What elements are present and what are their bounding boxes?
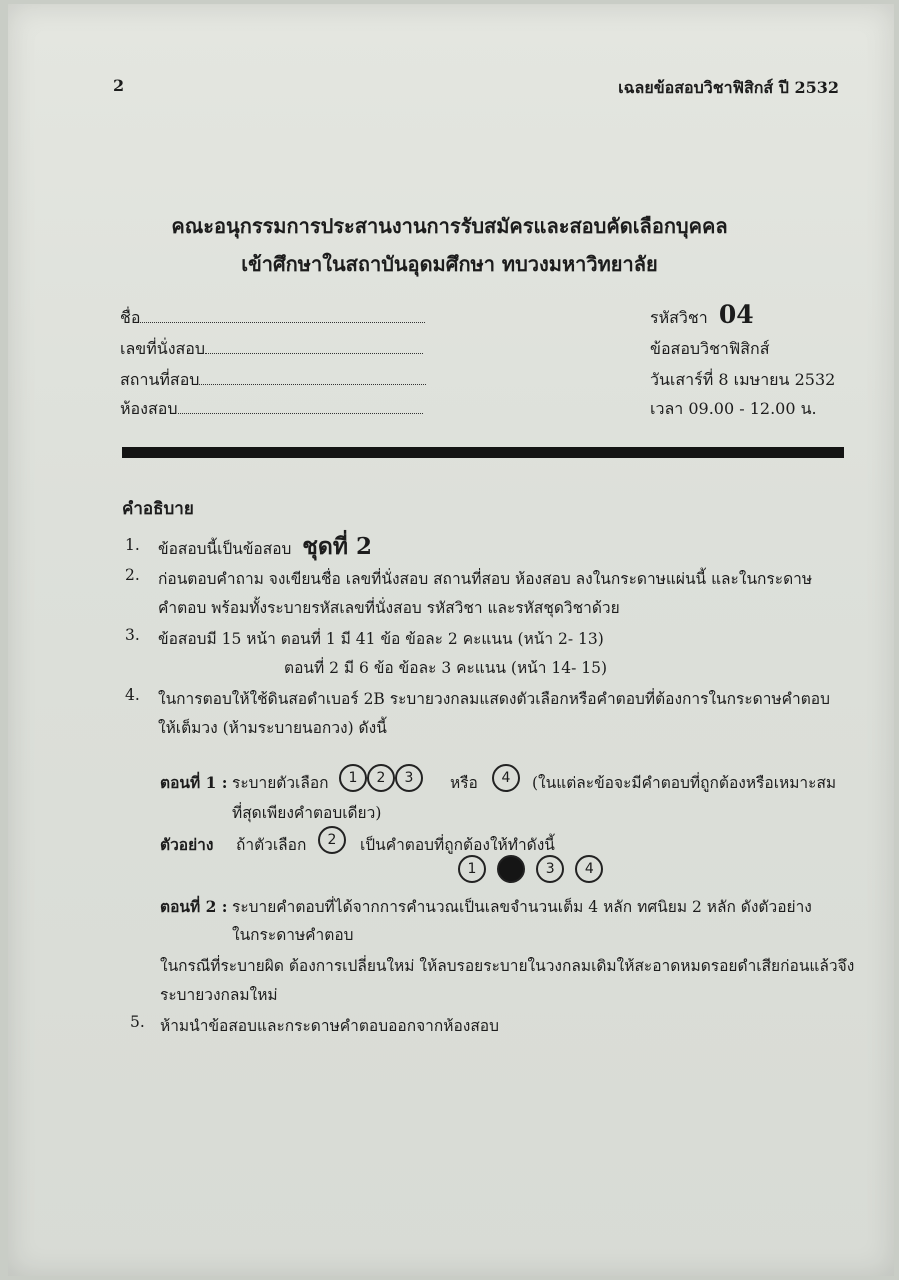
divider-bar — [122, 447, 844, 458]
field-room-line[interactable] — [178, 413, 423, 414]
answer-bubble-1: 1 — [458, 855, 486, 883]
instruction-1-text: ข้อสอบนี้เป็นข้อสอบ — [158, 540, 292, 558]
part1-label: ตอนที่ 1 : — [160, 773, 228, 792]
field-venue-label: สถานที่สอบ — [120, 370, 200, 389]
subject-code-value: 04 — [718, 300, 754, 329]
instruction-4-number: 4. — [125, 686, 140, 704]
field-seat-line[interactable] — [205, 353, 423, 354]
committee-title: คณะอนุกรรมการประสานงานการรับสมัครและสอบคัดเลือกบุคคล — [171, 214, 728, 238]
instruction-4-line2: ให้เต็มวง (ห้ามระบายนอกวง) ดังนี้ — [158, 719, 387, 737]
instruction-5: ห้ามนำข้อสอบและกระดาษคำตอบออกจากห้องสอบ — [160, 1017, 499, 1035]
answer-bubble-3: 3 — [536, 855, 564, 883]
field-room-label: ห้องสอบ — [120, 399, 178, 418]
part1-bubbles — [339, 764, 423, 792]
instruction-2-number: 2. — [125, 566, 140, 584]
wrong-answer-line2: ระบายวงกลมใหม่ — [160, 986, 278, 1004]
part1-or: หรือ — [450, 774, 478, 792]
bubble-1: 1 — [339, 764, 367, 792]
instruction-1-number: 1. — [125, 536, 140, 554]
example-label: ตัวอย่าง — [160, 835, 214, 854]
field-venue-line[interactable] — [199, 384, 426, 385]
instruction-3-line1: ข้อสอบมี 15 หน้า ตอนที่ 1 มี 41 ข้อ ข้อละ 2 คะแนน (หน้า 2- 13) — [158, 630, 604, 648]
exam-date: วันเสาร์ที่ 8 เมษายน 2532 — [650, 370, 836, 389]
exam-set-number: ชุดที่ 2 — [302, 533, 373, 560]
subject-code — [650, 300, 754, 331]
example-text2: เป็นคำตอบที่ถูกต้องให้ทำดังนี้ — [360, 836, 555, 854]
instruction-3-number: 3. — [125, 626, 140, 644]
field-name — [120, 306, 425, 331]
bubble-3: 3 — [395, 764, 423, 792]
field-room — [120, 397, 423, 422]
running-title: เฉลยข้อสอบวิชาฟิสิกส์ ปี 2532 — [618, 78, 839, 97]
example-answer-row — [458, 855, 603, 883]
institution-title: เข้าศึกษาในสถาบันอุดมศึกษา ทบวงมหาวิทยาลัย — [241, 252, 658, 276]
part2-label: ตอนที่ 2 : — [160, 897, 228, 916]
instruction-4-line1: ในการตอบให้ใช้ดินสอดำเบอร์ 2B ระบายวงกลมแสดงตัวเลือกหรือคำตอบที่ต้องการในกระดาษคำตอบ — [158, 690, 830, 708]
exam-time: เวลา 09.00 - 12.00 น. — [650, 399, 817, 418]
instructions-heading: คำอธิบาย — [122, 499, 194, 519]
bubble-2: 2 — [367, 764, 395, 792]
subject-name: ข้อสอบวิชาฟิสิกส์ — [650, 339, 770, 358]
field-seat-label: เลขที่นั่งสอบ — [120, 339, 206, 358]
example-bubble — [318, 826, 346, 854]
field-seat — [120, 337, 423, 362]
part1-bubble-4 — [492, 764, 520, 792]
bubble-4: 4 — [492, 764, 520, 792]
field-venue — [120, 368, 426, 393]
instruction-3-line2: ตอนที่ 2 มี 6 ข้อ ข้อละ 3 คะแนน (หน้า 14- 15) — [284, 659, 608, 677]
instruction-2-line1: ก่อนตอบคำถาม จงเขียนชื่อ เลขที่นั่งสอบ สถานที่สอบ ห้องสอบ ลงในกระดาษแผ่นนี้ และในกระดาษ — [158, 570, 813, 588]
answer-bubble-4: 4 — [575, 855, 603, 883]
part1-note2: ที่สุดเพียงคำตอบเดียว) — [232, 804, 382, 822]
example-text1: ถ้าตัวเลือก — [236, 836, 307, 854]
answer-bubble-2-filled — [497, 855, 525, 883]
field-name-line[interactable] — [140, 322, 425, 323]
instruction-1 — [158, 529, 372, 565]
wrong-answer-line1: ในกรณีที่ระบายผิด ต้องการเปลี่ยนใหม่ ให้ลบรอยระบายในวงกลมเดิมให้สะอาดหมดรอยดำเสียก่อนแล้วจึง — [160, 957, 855, 975]
instruction-5-number: 5. — [130, 1013, 145, 1031]
page-number: 2 — [113, 76, 125, 95]
part2-line2: ในกระดาษคำตอบ — [232, 926, 354, 944]
example-bubble-2: 2 — [318, 826, 346, 854]
subject-code-label: รหัสวิชา — [650, 308, 708, 327]
field-name-label: ชื่อ — [120, 308, 141, 327]
part1-text: ระบายตัวเลือก — [232, 774, 329, 792]
instruction-2-line2: คำตอบ พร้อมทั้งระบายรหัสเลขที่นั่งสอบ รหัสวิชา และรหัสชุดวิชาด้วย — [158, 599, 620, 617]
part2-line1: ระบายคำตอบที่ได้จากการคำนวณเป็นเลขจำนวนเต็ม 4 หลัก ทศนิยม 2 หลัก ดังตัวอย่าง — [232, 898, 812, 916]
part1-note: (ในแต่ละข้อจะมีคำตอบที่ถูกต้องหรือเหมาะสม — [532, 774, 837, 792]
